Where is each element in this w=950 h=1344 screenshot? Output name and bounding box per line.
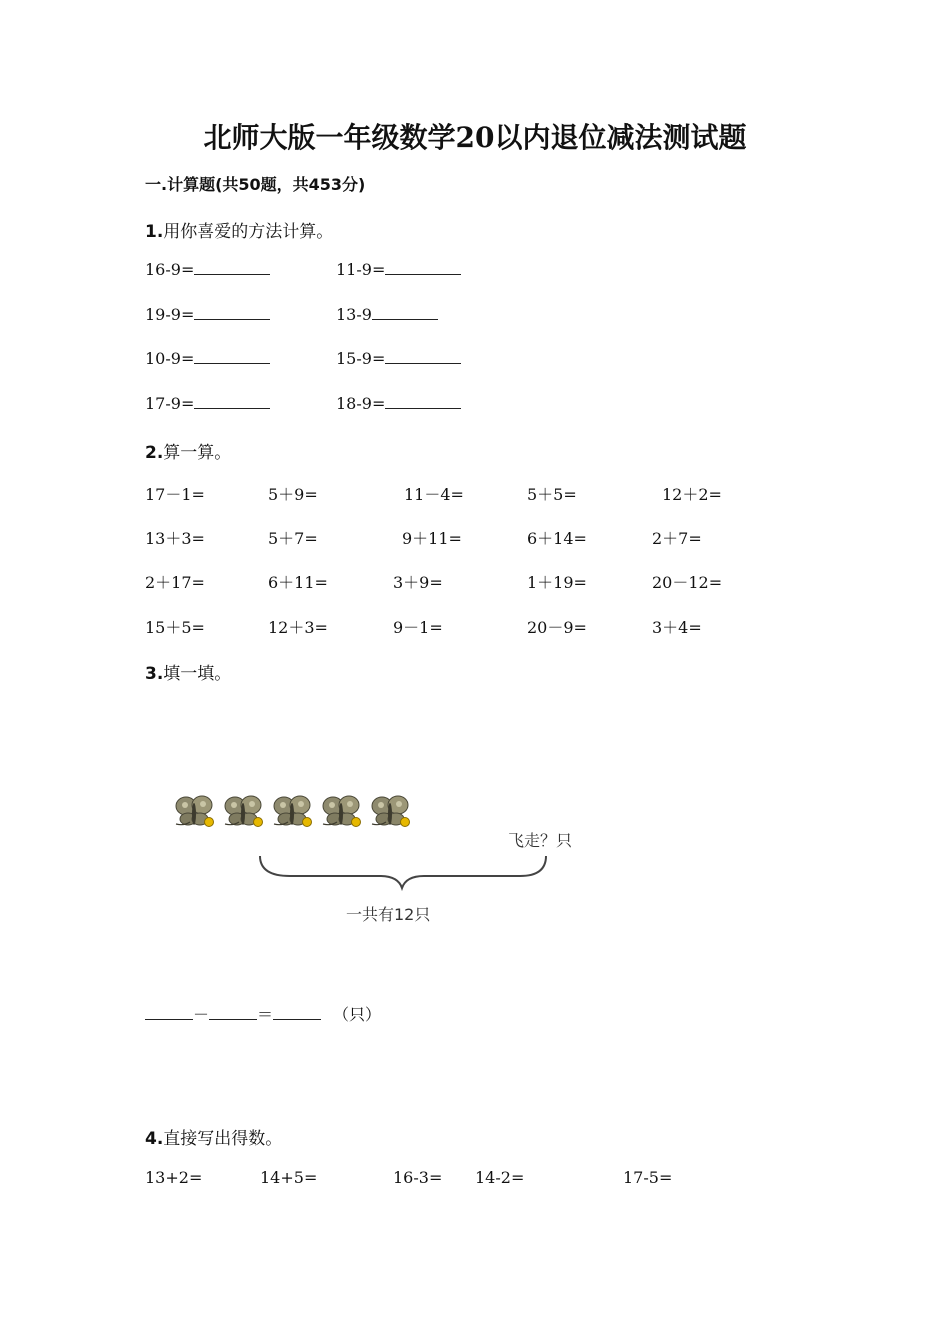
q2-expression: 2＋7= <box>652 529 702 548</box>
equals-sign: ＝ <box>257 1005 274 1024</box>
answer-blank[interactable] <box>385 260 461 275</box>
q1-item <box>145 349 270 368</box>
q2-expression: 6＋14= <box>527 529 587 548</box>
q1-item <box>145 260 270 279</box>
q1-expression: 18-9= <box>336 394 386 413</box>
q2-expression: 5＋5= <box>527 485 577 504</box>
answer-blank[interactable] <box>385 349 461 364</box>
q1-item <box>336 260 461 279</box>
q4-expression: 14+5= <box>260 1168 318 1187</box>
q2-expression: 3＋4= <box>652 618 702 637</box>
q2-expression: 1＋19= <box>527 573 587 592</box>
butterfly-icon <box>176 796 214 827</box>
answer-blank[interactable] <box>385 394 461 409</box>
q2-expression: 20－12= <box>652 573 723 592</box>
q1-prompt: 用你喜爱的方法计算。 <box>163 222 334 242</box>
butterfly-icon <box>225 796 263 827</box>
q1-expression: 10-9= <box>145 349 195 368</box>
q4-prompt: 直接写出得数。 <box>163 1129 283 1149</box>
q2-expression: 17－1= <box>145 485 205 504</box>
q1-number: 1. <box>145 222 164 242</box>
q2-expression: 20－9= <box>527 618 587 637</box>
q2-expression: 3＋9= <box>393 573 443 592</box>
q2-expression: 15＋5= <box>145 618 205 637</box>
q3-number: 3. <box>145 664 164 684</box>
q2-expression: 11－4= <box>404 485 464 504</box>
q1-expression: 16-9= <box>145 260 195 279</box>
q2-expression: 5＋9= <box>268 485 318 504</box>
q2-expression: 9－1= <box>393 618 443 637</box>
answer-blank[interactable] <box>194 394 270 409</box>
q4-number: 4. <box>145 1129 164 1149</box>
butterfly-illustration <box>160 780 600 930</box>
q1-expression: 15-9= <box>336 349 386 368</box>
q2-expression: 13＋3= <box>145 529 205 548</box>
q1-item <box>336 349 461 368</box>
minus-sign: － <box>193 1005 210 1024</box>
q4-expression: 13+2= <box>145 1168 203 1187</box>
butterfly-icon <box>274 796 312 827</box>
q2-heading <box>145 438 231 463</box>
q2-expression: 12＋3= <box>268 618 328 637</box>
q4-heading <box>145 1124 282 1149</box>
unit-label: （只） <box>333 1005 382 1024</box>
q2-expression: 12＋2= <box>662 485 722 504</box>
q4-expression: 14-2= <box>475 1168 525 1187</box>
q2-prompt: 算一算。 <box>163 443 232 463</box>
q3-answer-line <box>145 1002 381 1025</box>
butterfly-group <box>176 796 410 827</box>
q1-item <box>145 394 270 413</box>
q2-expression: 6＋11= <box>268 573 328 592</box>
q4-expression: 17-5= <box>623 1168 673 1187</box>
q4-expression: 16-3= <box>393 1168 443 1187</box>
q3-heading <box>145 659 231 684</box>
q1-expression: 19-9= <box>145 305 195 324</box>
q1-item <box>145 305 270 324</box>
q1-heading <box>145 217 333 242</box>
q1-expression: 11-9= <box>336 260 386 279</box>
answer-blank[interactable] <box>194 305 270 320</box>
answer-blank-2[interactable] <box>209 1005 257 1020</box>
answer-blank[interactable] <box>194 260 270 275</box>
q1-expression: 17-9= <box>145 394 195 413</box>
answer-blank-3[interactable] <box>273 1005 321 1020</box>
q2-expression: 9＋11= <box>402 529 462 548</box>
q2-expression: 5＋7= <box>268 529 318 548</box>
q2-expression: 2＋17= <box>145 573 205 592</box>
answer-blank-1[interactable] <box>145 1005 193 1020</box>
butterfly-icon <box>372 796 410 827</box>
answer-blank[interactable] <box>194 349 270 364</box>
page-title: 北师大版一年级数学20以内退位减法测试题 <box>203 121 747 154</box>
q1-expression: 13-9 <box>336 305 372 324</box>
q3-prompt: 填一填。 <box>163 664 232 684</box>
butterfly-icon <box>323 796 361 827</box>
section-heading: 一.计算题(共50题，共453分) <box>145 175 366 194</box>
total-label: 一共有12只 <box>346 905 431 924</box>
q1-item <box>336 305 438 324</box>
brace <box>260 856 546 888</box>
answer-blank[interactable] <box>372 305 438 320</box>
fly-away-label: 飞走？只 <box>508 831 573 850</box>
q2-number: 2. <box>145 443 164 463</box>
q1-item <box>336 394 461 413</box>
